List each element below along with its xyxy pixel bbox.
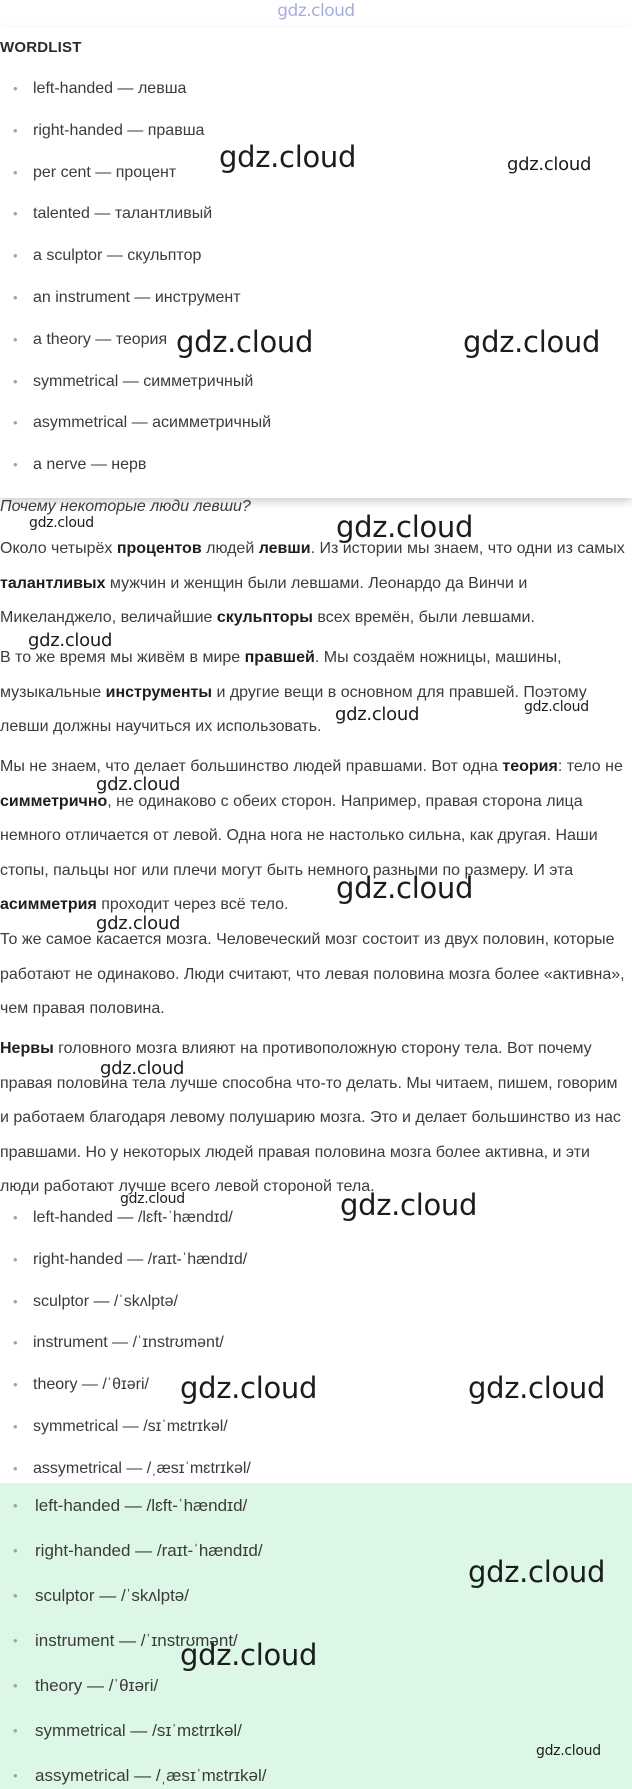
text-run: . Из истории мы знаем, что одни из самых — [310, 540, 625, 557]
watermark: gdz.cloud — [536, 1743, 601, 1759]
text-run: Около четырёх — [0, 540, 117, 557]
bold-term: левши — [258, 540, 311, 557]
wordlist-item: • left-handed — левша — [0, 68, 271, 110]
text-run: мужчин и женщин были левшами. Леонардо да Винчи и Микеланджело, величайшие — [0, 574, 528, 626]
watermark: gdz.cloud — [120, 1191, 185, 1207]
text-run: : тело не — [557, 758, 623, 775]
pronunciation-item: • theory — /ˈθɪəri/ — [0, 1364, 251, 1406]
article-title: Почему некоторые люди левши? — [0, 498, 251, 515]
watermark: gdz.cloud — [180, 1371, 318, 1405]
pronunciation-item: • right-handed — /raɪt-ˈhændɪd/ — [0, 1239, 251, 1281]
watermark: gdz.cloud — [29, 515, 94, 531]
pronunciation-items-highlighted — [0, 1483, 266, 1789]
watermark: gdz.cloud — [180, 1638, 318, 1672]
pronunciation-item: • sculptor — /ˈskʌlptə/ — [0, 1573, 266, 1618]
pronunciation-item: • assymetrical — /ˌæsɪˈmɛtrɪkəl/ — [0, 1753, 266, 1789]
wordlist-item: • a sculptor — скульптор — [0, 235, 271, 277]
text-run: В то же время мы живём в мире — [0, 649, 245, 666]
wordlist-item: • a nerve — нерв — [0, 444, 271, 486]
watermark: gdz.cloud — [336, 510, 474, 544]
watermark: gdz.cloud — [524, 699, 589, 715]
text-run: , не одинаково с обеих сторон. Например, правая сторона лица немного отличается от левой. Одна нога не настолько сильна, как другая. Наши стопы, пальцы ног или плечи могут быть немного разными по размеру. И эта — [0, 792, 598, 879]
bold-term: скульпторы — [216, 609, 313, 626]
pronunciation-items — [0, 1197, 251, 1490]
wordlist-item: • symmetrical — симметричный — [0, 361, 271, 403]
watermark: gdz.cloud — [28, 630, 113, 651]
pronunciation-item: • right-handed — /raɪt-ˈhændɪd/ — [0, 1528, 266, 1573]
wordlist-item: • per cent — процент — [0, 152, 271, 194]
text-run: То же самое касается мозга. Человеческий мозг состоит из двух половин, которые работают не одинаково. Люди считают, что левая половина мозга более «активна», чем правая половина. — [0, 931, 625, 1017]
article-paragraph — [0, 1032, 628, 1205]
bold-term: процентов — [116, 540, 202, 557]
text-run: Мы не знаем, что делает большинство людей правшами. Вот одна — [0, 758, 503, 775]
wordlist-items — [0, 68, 271, 486]
text-run: проходит через всё тело. — [96, 896, 289, 913]
pronunciation-item: • left-handed — /lɛft-ˈhændɪd/ — [0, 1197, 251, 1239]
bold-term: теория — [502, 758, 558, 775]
watermark: gdz.cloud — [176, 325, 314, 359]
pronunciation-item: • instrument — /ˈɪnstrʊmənt/ — [0, 1618, 266, 1663]
watermark: gdz.cloud — [463, 325, 601, 359]
pronunciation-list — [0, 1197, 632, 1483]
wordlist-item: • an instrument — инструмент — [0, 277, 271, 319]
wordlist-item: • right-handed — правша — [0, 110, 271, 152]
watermark: gdz.cloud — [468, 1371, 606, 1405]
text-run: людей — [201, 540, 259, 557]
text-run: . Мы создаём ножницы, машины, музыкальные — [0, 649, 562, 701]
wordlist-title: WORDLIST — [0, 39, 82, 56]
watermark: gdz.cloud — [96, 913, 181, 934]
bold-term: Нервы — [0, 1040, 54, 1057]
watermark: gdz.cloud — [335, 704, 420, 725]
watermark: gdz.cloud — [219, 140, 357, 174]
pronunciation-item: • sculptor — /ˈskʌlptə/ — [0, 1281, 251, 1323]
article-paragraph — [0, 641, 628, 745]
bold-term: правшей — [244, 649, 315, 666]
pronunciation-item: • symmetrical — /sɪˈmɛtrɪkəl/ — [0, 1708, 266, 1753]
wordlist-card — [0, 28, 632, 498]
bold-term: асимметрия — [0, 896, 97, 913]
pronunciation-item: • theory — /ˈθɪəri/ — [0, 1663, 266, 1708]
article-paragraph — [0, 532, 628, 636]
watermark: gdz.cloud — [507, 154, 592, 175]
wordlist-item: • talented — талантливый — [0, 193, 271, 235]
watermark: gdz.cloud — [336, 871, 474, 905]
article — [0, 496, 632, 1195]
bold-term: инструменты — [105, 683, 213, 701]
pronunciation-item: • assymetrical — /ˌæsɪˈmɛtrɪkəl/ — [0, 1448, 251, 1490]
article-paragraph — [0, 923, 628, 1027]
bold-term: симметрично — [0, 792, 108, 810]
text-run: головного мозга влияют на противоположную сторону тела. Вот почему правая половина тела лучше способна что-то делать. Мы читаем, пишем, говорим и работаем благодаря левому полушарию мозга. Это и делает большинство из нас правшами. Но у некоторых людей правая половина мозга более активна, и эти люди работают лучше всего левой стороной тела. — [0, 1040, 621, 1195]
pronunciation-item: • symmetrical — /sɪˈmɛtrɪkəl/ — [0, 1406, 251, 1448]
wordlist-item: • asymmetrical — асимметричный — [0, 402, 271, 444]
watermark: gdz.cloud — [100, 1058, 185, 1079]
bold-term: талантливых — [0, 574, 106, 592]
watermark: gdz.cloud — [468, 1555, 606, 1589]
watermark: gdz.cloud — [340, 1188, 478, 1222]
site-logo[interactable]: gdz.cloud — [277, 1, 355, 21]
text-run: и другие вещи в основном для правшей. Поэтому левши должны научиться их использовать. — [0, 683, 587, 735]
wordlist-item: • a theory — теория — [0, 319, 271, 361]
pronunciation-item: • instrument — /ˈɪnstrʊmənt/ — [0, 1322, 251, 1364]
pronunciation-item: • left-handed — /lɛft-ˈhændɪd/ — [0, 1483, 266, 1528]
watermark: gdz.cloud — [96, 774, 181, 795]
article-paragraph — [0, 750, 628, 923]
text-run: всех времён, были левшами. — [312, 609, 535, 626]
